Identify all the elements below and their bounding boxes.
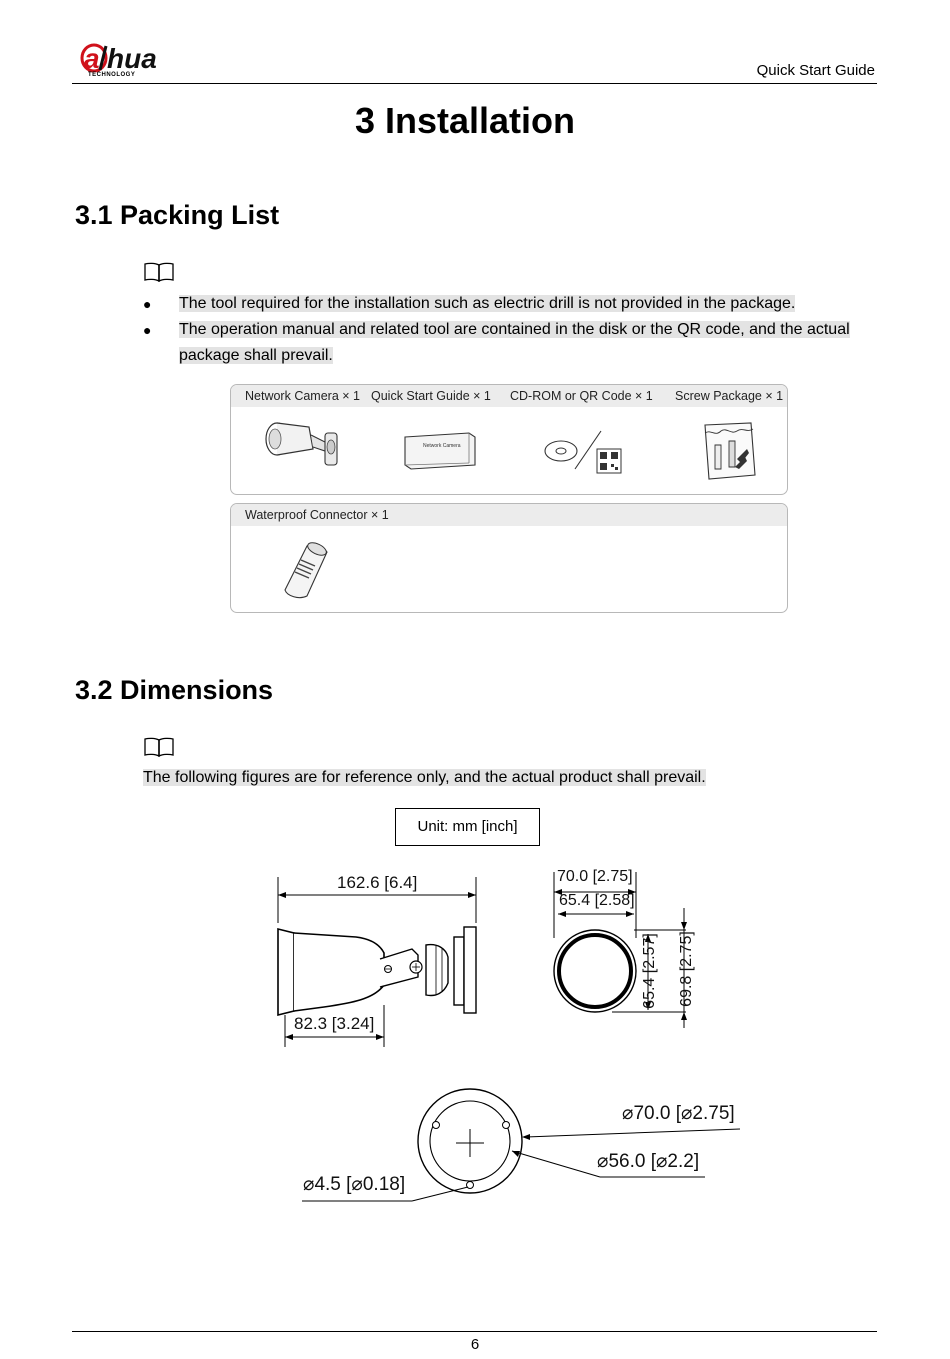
bullet-icon: ● <box>143 296 152 312</box>
packing-note-2 <box>143 317 878 369</box>
note-book-icon <box>143 737 175 764</box>
dim-hole-label: ⌀4.5 [⌀0.18] <box>303 1174 406 1195</box>
dim-outer-width-label: 70.0 [2.75] <box>557 868 633 885</box>
dimensions-note <box>143 769 706 787</box>
item-cdrom-qr-label: CD-ROM or QR Code × 1 <box>510 389 653 403</box>
dim-base-inner-label: ⌀56.0 [⌀2.2] <box>597 1151 700 1172</box>
network-camera-icon <box>261 417 361 477</box>
waterproof-connector-icon <box>277 538 337 602</box>
section-packing-list-title: 3.1 Packing List <box>75 200 280 230</box>
quick-start-guide-icon <box>401 429 481 473</box>
header-divider <box>72 83 877 84</box>
dim-base-outer-label: ⌀70.0 [⌀2.75] <box>622 1103 735 1124</box>
page-number: 6 <box>470 1336 480 1353</box>
item-screw-package-label: Screw Package × 1 <box>675 389 784 403</box>
unit-box: Unit: mm [inch] <box>395 808 540 846</box>
screw-package-icon <box>701 419 761 483</box>
footer-divider <box>72 1331 877 1332</box>
packing-box-row2 <box>230 503 788 613</box>
section-dimensions-title: 3.2 Dimensions <box>75 675 274 705</box>
packing-note-1-text: The tool required for the installation such as electric drill is not provided in the package. <box>179 295 796 312</box>
chapter-title: 3 Installation <box>354 100 576 141</box>
item-quick-start-guide-label: Quick Start Guide × 1 <box>371 389 491 403</box>
item-waterproof-connector-label: Waterproof Connector × 1 <box>245 508 389 522</box>
dim-inner-height-label: 65.4 [2.57] <box>641 933 658 1009</box>
dim-outer-height-label: 69.8 [2.75] <box>678 931 695 1007</box>
packing-note-1 <box>143 291 878 317</box>
cdrom-qr-icon <box>541 421 631 481</box>
guide-title: Quick Start Guide <box>756 62 875 79</box>
packing-note-2-text: The operation manual and related tool are contained in the disk or the QR code, and the actual package shall prevail. <box>179 321 850 364</box>
item-network-camera-label: Network Camera × 1 <box>245 389 360 403</box>
dim-inner-width-label: 65.4 [2.58] <box>559 892 635 909</box>
logo-subtext: TECHNOLOGY <box>88 72 136 78</box>
svg-text:a: a <box>84 43 100 74</box>
packing-box-row1 <box>230 384 788 495</box>
svg-text:hua: hua <box>107 43 157 74</box>
note-book-icon <box>143 262 175 289</box>
guide-cover-text: Network Camera <box>423 443 461 449</box>
bullet-icon: ● <box>143 322 152 338</box>
dimensions-note-text: The following figures are for reference only, and the actual product shall prevail. <box>143 769 706 786</box>
dim-length-label: 162.6 [6.4] <box>337 873 418 892</box>
dim-front-label: 82.3 [3.24] <box>294 1014 375 1033</box>
